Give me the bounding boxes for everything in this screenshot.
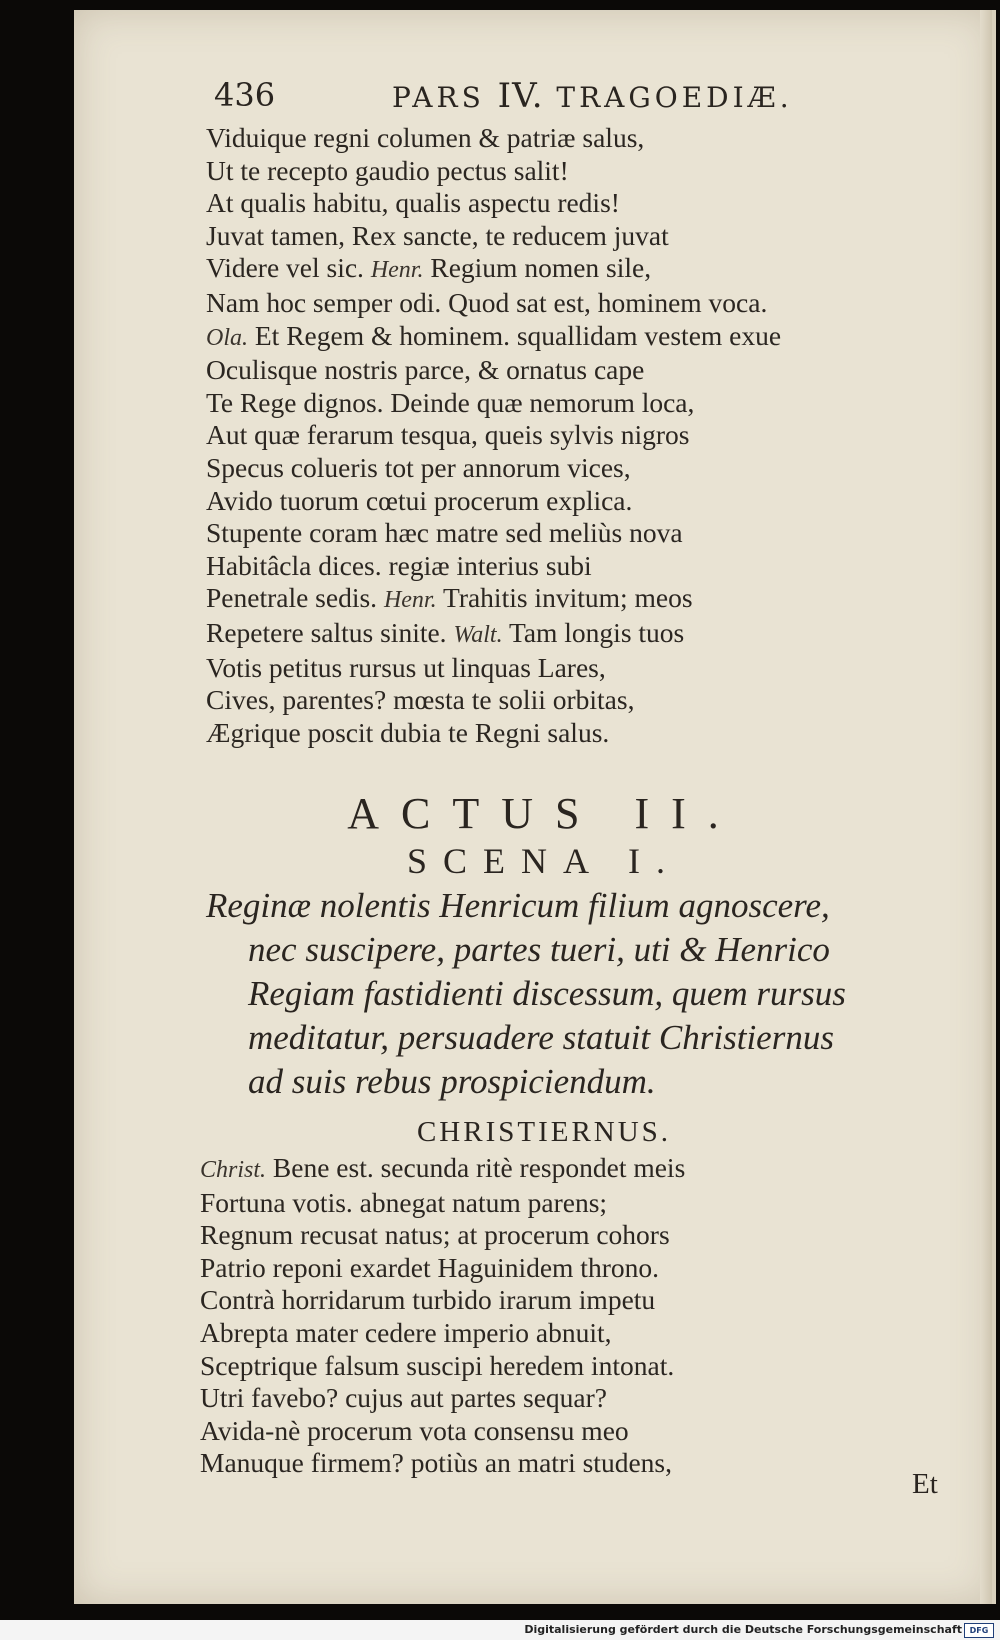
- verse-text: Te Rege dignos. Deinde quæ nemorum loca,: [206, 386, 695, 418]
- verse-text: Stupente coram hæc matre sed meliùs nova: [206, 517, 683, 549]
- verse-text: Ut te recepto gaudio pectus salit!: [206, 154, 569, 186]
- verse-text: Penetrale sedis.: [206, 582, 384, 614]
- verse-line: [206, 582, 966, 617]
- verse-line: [200, 1350, 960, 1383]
- verse-line: [200, 1152, 960, 1187]
- verse-text: Juvat tamen, Rex sancte, te reducem juvat: [206, 219, 669, 251]
- verse-text: Habitâcla dices. regiæ interius subi: [206, 549, 592, 581]
- verse-line: [206, 354, 966, 387]
- scene-argument: [206, 884, 976, 1104]
- verse-line: [206, 652, 966, 685]
- verse-line: [206, 485, 966, 518]
- page-number: 436: [214, 76, 276, 114]
- verse-text: Videre vel sic.: [206, 252, 371, 284]
- verse-block-1: [206, 122, 966, 749]
- page-header: [214, 72, 894, 118]
- verse-text: Utri favebo? cujus aut partes sequar?: [200, 1382, 607, 1414]
- verse-line: [206, 320, 966, 355]
- verse-text: Trahitis invitum; meos: [436, 582, 693, 614]
- verse-line: [206, 550, 966, 583]
- verse-text: Aut quæ ferarum tesqua, queis sylvis nigros: [206, 419, 690, 451]
- book-page: [74, 10, 996, 1604]
- verse-line: [206, 155, 966, 188]
- running-head-pars: PARS: [392, 81, 498, 114]
- verse-line: [200, 1415, 960, 1448]
- argument-line: Regiam fastidienti discessum, quem rursus: [248, 974, 846, 1013]
- verse-text: Et Regem & hominem. squallidam vestem exue: [248, 319, 782, 351]
- verse-text: Sceptrique falsum suscipi heredem intonat.: [200, 1349, 675, 1381]
- verse-text: Regnum recusat natus; at procerum cohors: [200, 1219, 670, 1251]
- argument-line: nec suscipere, partes tueri, uti & Henrico: [248, 930, 830, 969]
- verse-text: Avida-nè procerum vota consensu meo: [200, 1414, 629, 1446]
- verse-line: [206, 387, 966, 420]
- verse-line: [200, 1219, 960, 1252]
- speaker-name: Henr.: [383, 587, 437, 614]
- verse-line: [206, 122, 966, 155]
- verse-line: [206, 684, 966, 717]
- verse-line: [200, 1187, 960, 1220]
- catchword: Et: [912, 1468, 938, 1500]
- verse-text: Ægrique poscit dubia te Regni salus.: [206, 716, 610, 748]
- speaker-name: Ola.: [206, 324, 248, 351]
- verse-block-2: [200, 1152, 960, 1480]
- verse-text: Abrepta mater cedere imperio abnuit,: [200, 1316, 612, 1348]
- verse-text: Tam longis tuos: [502, 616, 685, 648]
- verse-line: [206, 717, 966, 750]
- verse-line: [206, 517, 966, 550]
- speaker-heading: CHRISTIERNUS.: [416, 1116, 672, 1148]
- verse-line: [206, 419, 966, 452]
- argument-line: Reginæ nolentis Henricum filium agnoscere,: [206, 886, 830, 925]
- verse-text: Contrà horridarum turbido irarum impetu: [200, 1284, 656, 1316]
- funding-text: Digitalisierung gefördert durch die Deutsche Forschungsgemeinschaft: [524, 1623, 962, 1636]
- verse-text: Fortuna votis. abnegat natum parens;: [200, 1186, 608, 1218]
- verse-text: Repetere saltus sinite.: [206, 616, 454, 648]
- verse-text: Cives, parentes? mœsta te solii orbitas,: [206, 684, 635, 716]
- argument-line: ad suis rebus prospiciendum.: [248, 1062, 656, 1101]
- verse-line: [206, 252, 966, 287]
- verse-text: Oculisque nostris parce, & ornatus cape: [206, 354, 645, 386]
- verse-line: [200, 1252, 960, 1285]
- speaker-name: Henr.: [370, 257, 424, 284]
- running-head: [392, 76, 793, 116]
- page-edge: [980, 10, 992, 1604]
- verse-line: [206, 220, 966, 253]
- verse-text: Manuque firmem? potiùs an matri studens,: [200, 1447, 672, 1479]
- verse-line: [200, 1382, 960, 1415]
- digitization-footer: [0, 1620, 1000, 1640]
- verse-text: Patrio reponi exardet Haguinidem throno.: [200, 1251, 659, 1283]
- verse-line: [200, 1447, 960, 1480]
- verse-text: Viduique regni columen & patriæ salus,: [206, 122, 645, 153]
- verse-line: [200, 1284, 960, 1317]
- verse-text: Specus colueris tot per annorum vices,: [206, 451, 631, 483]
- verse-text: Bene est. secunda ritè respondet meis: [266, 1152, 686, 1183]
- verse-text: Avido tuorum cœtui procerum explica.: [206, 484, 633, 516]
- scene-title: SCENA I.: [406, 841, 682, 881]
- speaker-name: Walt.: [453, 621, 503, 648]
- verse-line: [206, 187, 966, 220]
- verse-text: Nam hoc semper odi. Quod sat est, hominem voca.: [206, 286, 768, 318]
- verse-line: [206, 287, 966, 320]
- dfg-logo: DFG: [964, 1623, 994, 1638]
- verse-text: Regium nomen sile,: [423, 252, 652, 284]
- verse-text: At qualis habitu, qualis aspectu redis!: [206, 187, 620, 219]
- act-title: ACTUS II.: [347, 789, 741, 838]
- running-head-number: IV.: [497, 76, 544, 116]
- verse-line: [206, 452, 966, 485]
- verse-line: [200, 1317, 960, 1350]
- verse-line: [206, 617, 966, 652]
- running-head-title: TRAGOEDIÆ.: [543, 81, 793, 114]
- argument-line: meditatur, persuadere statuit Christiernus: [248, 1018, 834, 1057]
- speaker-name: Christ.: [200, 1157, 267, 1183]
- verse-text: Votis petitus rursus ut linquas Lares,: [206, 651, 606, 683]
